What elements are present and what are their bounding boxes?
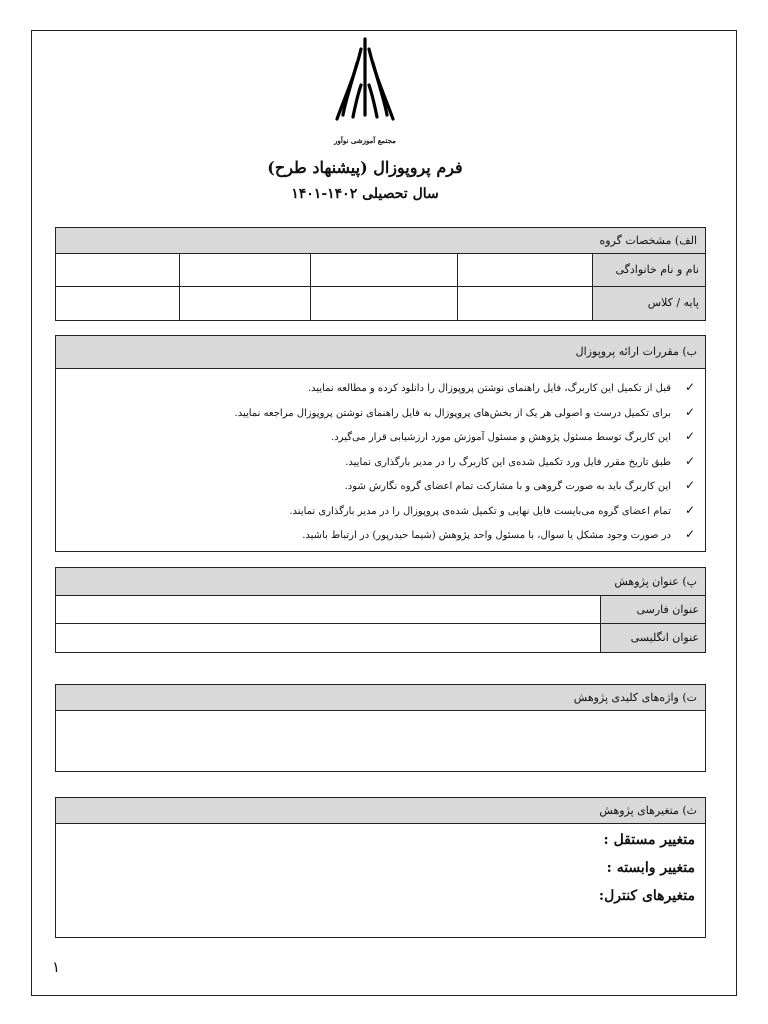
- school-logo: [335, 35, 395, 127]
- grade-label: پایه / کلاس: [592, 287, 705, 320]
- dependent-variable-label: متغییر وابسته :: [606, 860, 695, 876]
- name-field-2[interactable]: [310, 254, 457, 286]
- rule-text: قبل از تکمیل این کاربرگ، فایل راهنمای نوشتن پروپوزال را دانلود کرده و مطالعه نمایید.: [307, 383, 671, 394]
- variables-heading: ث) متغیرهای پژوهش: [56, 798, 705, 824]
- grade-field-2[interactable]: [310, 287, 457, 320]
- checkmark-icon: ✓: [684, 380, 695, 394]
- grade-field-3[interactable]: [179, 287, 310, 320]
- rules-list: [56, 369, 705, 547]
- rule-text: تمام اعضای گروه می‌بایست فایل نهایی و تکمیل شده‌ی پروپوزال را در مدیر بارگذاری نمایند.: [289, 505, 671, 517]
- rule-item: [66, 498, 695, 523]
- grade-row: [56, 287, 705, 320]
- research-title-heading: پ) عنوان پژوهش: [56, 568, 705, 596]
- rule-item: [66, 400, 695, 425]
- checkmark-icon: ✓: [684, 453, 695, 468]
- persian-title-row: [56, 596, 705, 624]
- name-field-4[interactable]: [56, 254, 179, 286]
- english-title-field[interactable]: [56, 624, 600, 652]
- name-field-1[interactable]: [457, 254, 592, 286]
- name-row: [56, 254, 705, 287]
- group-spec-section: [55, 227, 706, 321]
- persian-title-label: عنوان فارسی: [600, 596, 705, 623]
- rule-item: [66, 522, 695, 547]
- rules-heading: ب) مقررات ارائه پروپوزال: [56, 336, 705, 369]
- research-title-section: [55, 567, 706, 653]
- rule-item: [66, 424, 695, 449]
- name-field-3[interactable]: [179, 254, 310, 286]
- english-title-row: [56, 624, 705, 652]
- group-spec-heading: الف) مشخصات گروه: [56, 228, 705, 254]
- rule-text: در صورت وجود مشکل یا سوال، با مسئول واحد پژوهش (شیما حیدرپور) در ارتباط باشید.: [302, 530, 671, 541]
- english-title-label: عنوان انگلیسی: [600, 624, 705, 652]
- rule-item: [66, 375, 695, 400]
- form-title: فرم پروپوزال (پیشنهاد طرح): [267, 158, 463, 177]
- checkmark-icon: ✓: [684, 404, 695, 419]
- checkmark-icon: ✓: [684, 502, 695, 517]
- rules-section: [55, 335, 706, 552]
- name-label: نام و نام خانوادگی: [592, 254, 705, 286]
- checkmark-icon: ✓: [684, 527, 695, 541]
- variables-field[interactable]: [56, 824, 705, 910]
- checkmark-icon: ✓: [684, 429, 695, 443]
- rule-text: این کاربرگ باید به صورت گروهی و با مشارکت تمام اعضای گروه نگارش شود.: [344, 481, 671, 492]
- independent-variable-label: متغییر مستقل :: [603, 832, 695, 848]
- rule-item: [66, 473, 695, 498]
- rule-text: این کاربرگ توسط مسئول پژوهش و مسئول آموزش مورد ارزشیابی قرار می‌گیرد.: [331, 432, 671, 443]
- variables-section: [55, 797, 706, 938]
- page-number: ١: [52, 958, 61, 976]
- academic-year: سال تحصیلی ۱۴۰۲-۱۴۰۱: [291, 186, 439, 202]
- keywords-heading: ت) واژه‌های کلیدی پژوهش: [56, 685, 705, 711]
- rule-text: طبق تاریخ مقرر فایل ورد تکمیل شده‌ی این کاربرگ را در مدیر بارگذاری نمایید.: [345, 456, 671, 468]
- org-name: مجتمع آموزشی نوآور: [334, 136, 396, 145]
- rule-item: [66, 449, 695, 474]
- grade-field-4[interactable]: [56, 287, 179, 320]
- keywords-field[interactable]: [56, 711, 705, 771]
- control-variables-label: متغیرهای کنترل:: [598, 888, 695, 904]
- checkmark-icon: ✓: [684, 478, 695, 492]
- keywords-section: [55, 684, 706, 772]
- persian-title-field[interactable]: [56, 596, 600, 623]
- rule-text: برای تکمیل درست و اصولی هر یک از بخش‌های پروپوزال به فایل راهنمای نوشتن پروپوزال مراجعه نمایید.: [234, 407, 671, 419]
- grade-field-1[interactable]: [457, 287, 592, 320]
